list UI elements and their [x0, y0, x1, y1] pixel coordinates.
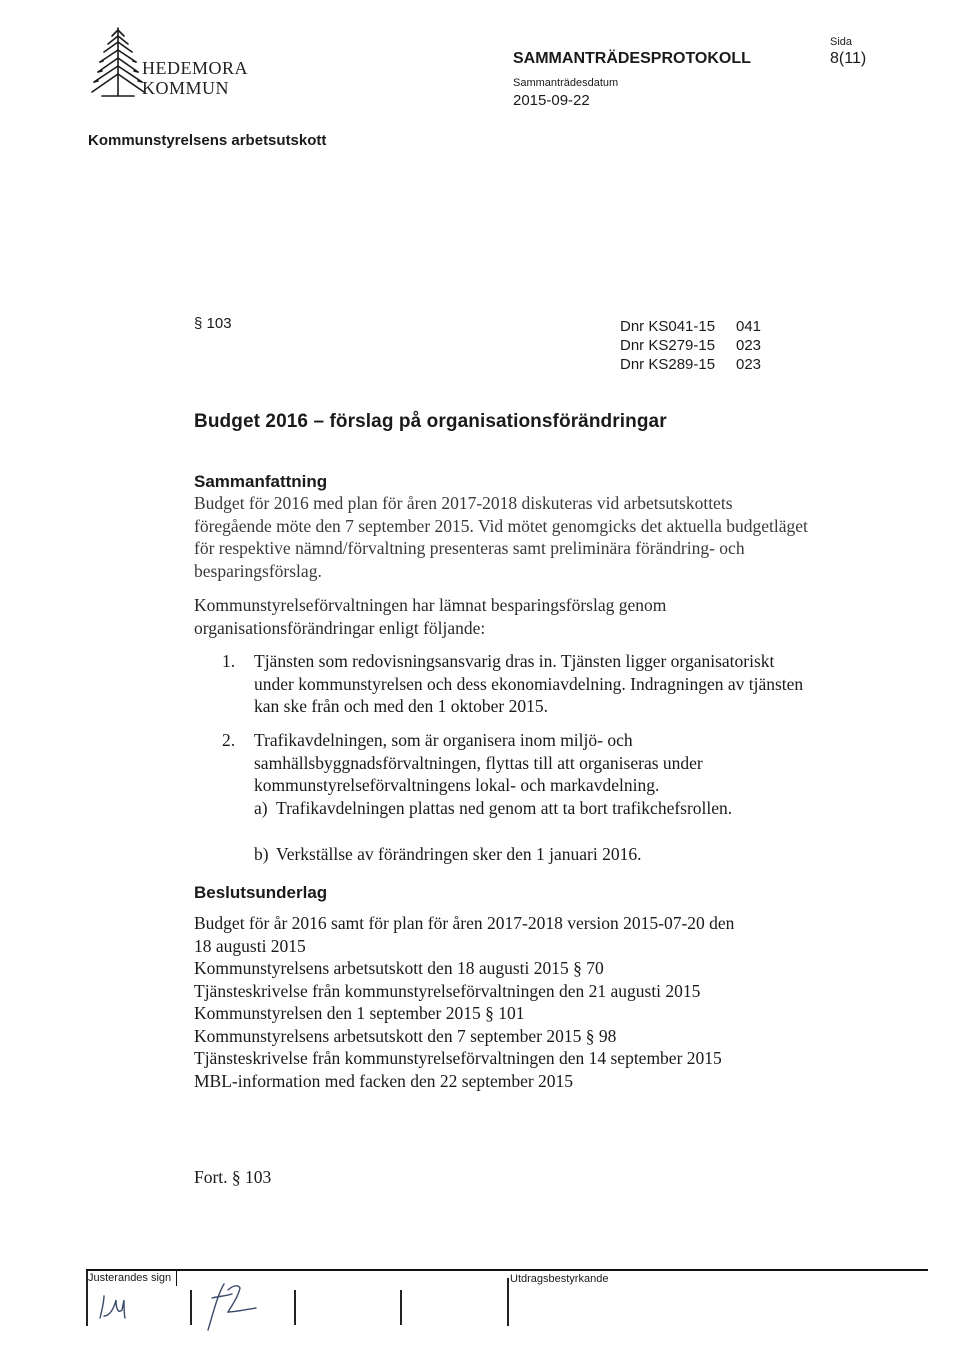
- basis-line: Tjänsteskrivelse från kommunstyrelseförvaltningen den 21 augusti 2015: [194, 980, 701, 1001]
- sub-item-label: a): [254, 798, 268, 818]
- list-item-text: Trafikavdelningen, som är organisera inom miljö- och samhällsbyggnadsförvaltningen, flyttas till att organiseras under kommunstyrelseförvaltningens lokal- och markavdelning.: [254, 730, 703, 795]
- basis-line: Kommunstyrelsens arbetsutskott den 7 september 2015 § 98: [194, 1025, 617, 1046]
- basis-line: Kommunstyrelsen den 1 september 2015 § 101: [194, 1003, 525, 1023]
- extract-certification-label: Utdragsbestyrkande: [510, 1273, 609, 1285]
- paragraph-number: § 103: [194, 315, 232, 332]
- footer-rule: [86, 1269, 928, 1271]
- sub-item-text: Verkställse av förändringen sker den 1 januari 2016.: [276, 844, 642, 864]
- signature-divider: [400, 1290, 402, 1325]
- basis-line: Budget för år 2016 samt för plan för åren 2017-2018 version 2015-07-20 den 18 augusti 2015: [194, 913, 735, 956]
- page-label: Sida: [830, 36, 853, 48]
- signature-1: [92, 1286, 182, 1328]
- continued-note: Fort. § 103: [194, 1167, 272, 1187]
- diary-number-row: [620, 317, 761, 336]
- logo-line-2: KOMMUN: [142, 78, 230, 98]
- diary-number: Dnr KS041-15: [620, 318, 716, 335]
- summary-paragraph-2: Kommunstyrelseförvaltningen har lämnat besparingsförslag genom organisationsförändringar enligt följande:: [194, 595, 667, 638]
- signature-divider: [294, 1290, 296, 1325]
- logo-wordmark: [142, 58, 248, 98]
- basis-line: MBL-information med facken den 22 september 2015: [194, 1070, 574, 1091]
- signature-2: [198, 1278, 290, 1334]
- signature-divider: [507, 1278, 509, 1326]
- summary-heading: Sammanfattning: [194, 472, 328, 491]
- committee-name: Kommunstyrelsens arbetsutskott: [88, 132, 327, 149]
- list-item-number: 1.: [222, 651, 236, 671]
- diary-number: Dnr KS279-15: [620, 337, 716, 354]
- list-item-number: 2.: [222, 730, 236, 750]
- sub-item-text: Trafikavdelningen plattas ned genom att ta bort trafikchefsrollen.: [276, 798, 733, 818]
- diary-code: 041: [736, 318, 762, 335]
- meeting-date-label: Sammanträdesdatum: [513, 77, 619, 89]
- diary-number-list: [620, 317, 761, 374]
- basis-line: Kommunstyrelsens arbetsutskott den 18 augusti 2015 § 70: [194, 958, 604, 978]
- diary-code: 023: [736, 337, 762, 354]
- diary-code: 023: [736, 356, 762, 373]
- document-type: SAMMANTRÄDESPROTOKOLL: [513, 50, 751, 67]
- paragraph-title: Budget 2016 – förslag på organisationsförändringar: [194, 411, 667, 432]
- decision-basis-list: [194, 912, 834, 1092]
- diary-number-row: [620, 336, 761, 355]
- sub-item-label: b): [254, 844, 269, 864]
- diary-number: Dnr KS289-15: [620, 356, 716, 373]
- diary-number-row: [620, 355, 761, 374]
- signature-label: Justerandes sign: [88, 1272, 172, 1284]
- meeting-date-value: 2015-09-22: [513, 92, 590, 109]
- signature-divider: [190, 1290, 192, 1325]
- page-number: 8(11): [830, 50, 867, 67]
- summary-paragraph-1: Budget för 2016 med plan för åren 2017-2018 diskuteras vid arbetsutskottets föregående möte den 7 september 2015. Vid mötet genomgicks det aktuella budgetläget för respektive nämnd/förvaltning presenteras samt preliminära förändring- och besparingsförslag.: [194, 493, 808, 581]
- list-item-text: Tjänsten som redovisningsansvarig dras in. Tjänsten ligger organisatoriskt under kommunstyrelsen och dess ekonomiavdelning. Indragningen av tjänsten kan ske från och med den 1 oktober 2015.: [254, 651, 804, 716]
- basis-line: Tjänsteskrivelse från kommunstyrelseförvaltningen den 14 september 2015: [194, 1048, 722, 1068]
- signature-divider: [86, 1271, 88, 1326]
- logo-line-1: HEDEMORA: [142, 58, 248, 78]
- decision-basis-heading: Beslutsunderlag: [194, 883, 328, 902]
